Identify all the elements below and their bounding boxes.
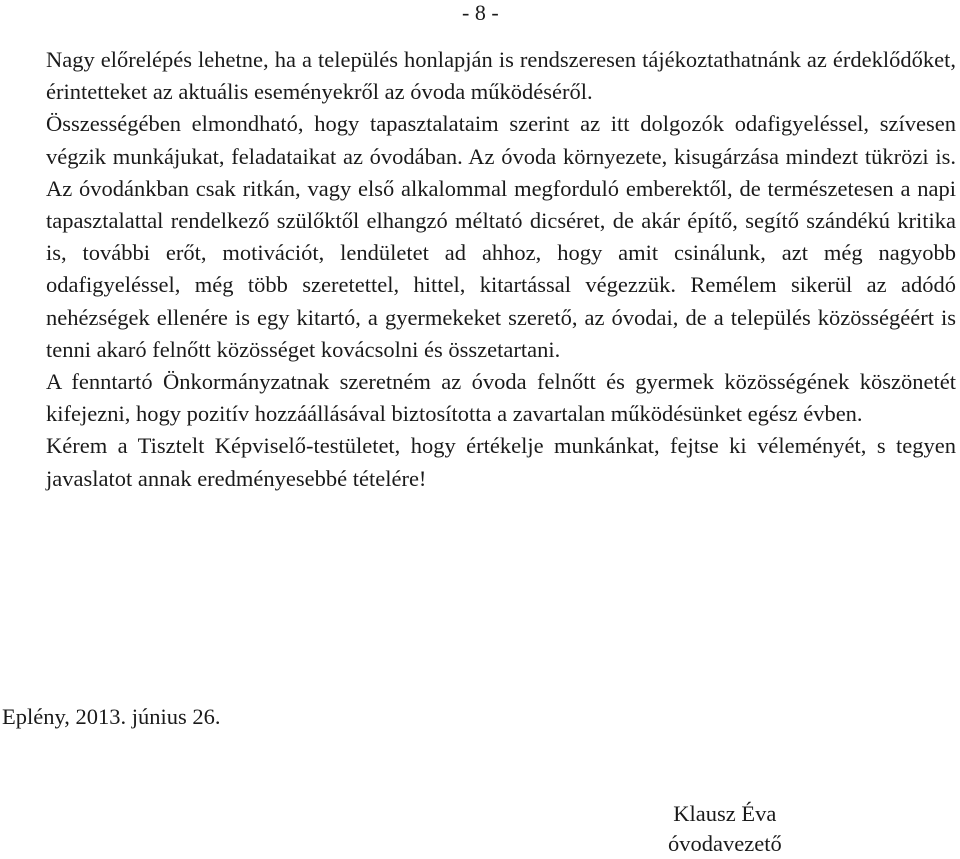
- signature-block: [668, 799, 782, 859]
- page-number: - 8 -: [462, 0, 499, 25]
- paragraph-thanks: A fenntartó Önkormányzatnak szeretném az óvoda felnőtt és gyermek közösségének köszönetét kifejezni, hogy pozitív hozzáállásával biztosította a zavartalan működésünket egész évben.: [46, 369, 956, 427]
- body-text: [46, 44, 956, 495]
- signature-name: Klausz Éva: [673, 801, 777, 826]
- paragraph-request: Kérem a Tisztelt Képviselő-testületet, hogy értékelje munkánkat, fejtse ki véleményét, s tegyen javaslatot annak eredményesebbé tételére!: [46, 433, 956, 491]
- paragraph-website: Nagy előrelépés lehetne, ha a település honlapján is rendszeresen tájékoztathatnánk az érdeklődőket, érintetteket az aktuális eseményekről az óvoda működéséről.: [46, 47, 956, 105]
- place-date: Eplény, 2013. június 26.: [2, 704, 221, 729]
- paragraph-summary: Összességében elmondható, hogy tapasztalataim szerint az itt dolgozók odafigyeléssel, szívesen végzik munkájukat, feladataikat az óvodában. Az óvoda környezete, kisugárzása mindezt tükrözi is. Az óvodánkban csak ritkán, vagy első alkalommal megforduló emberektől, de természetesen a napi tapasztalattal rendelkező szülőktől elhangzó méltató dicséret, de akár építő, segítő szándékú kritika is, további erőt, motivációt, lendületet ad ahhoz, hogy amit csinálunk, azt még nagyobb odafigyeléssel, még több szeretettel, hittel, kitartással végezzük. Remélem sikerül az adódó nehézségek ellenére is egy kitartó, a gyermekeket szerető, az óvodai, de a település közösségéért is tenni akaró felnőtt közösséget kovácsolni és összetartani.: [46, 111, 956, 362]
- signature-title: óvodavezető: [668, 831, 782, 856]
